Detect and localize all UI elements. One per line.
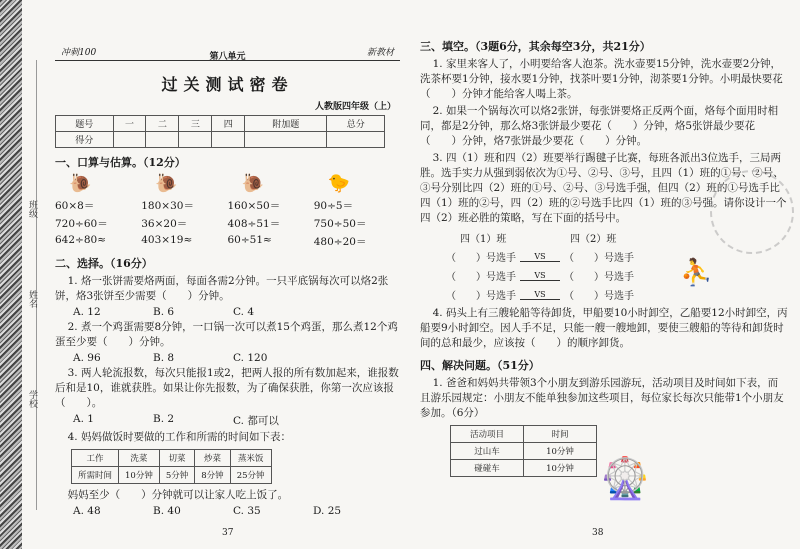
table-cell: 洗菜: [119, 450, 160, 467]
calc-item: 180×30＝: [141, 200, 194, 212]
score-table-score-row: [56, 132, 385, 148]
option[interactable]: A. 48: [73, 505, 101, 517]
score-cell: 题号: [56, 116, 114, 132]
page-number-left: 37: [222, 528, 234, 538]
option[interactable]: B. 2: [153, 413, 175, 425]
margin-labels: [22, 0, 52, 549]
table-cell: 碰碰车: [451, 460, 524, 477]
player-slot[interactable]: （ ）号选手: [446, 291, 516, 302]
calc-item: 60×8＝: [55, 200, 95, 212]
page-title: 过关测试密卷: [161, 75, 294, 94]
left-column: [55, 45, 400, 545]
option[interactable]: B. 40: [153, 505, 181, 517]
score-table-header-row: [56, 116, 385, 132]
table-row: [72, 450, 272, 467]
vs-row: [420, 249, 788, 264]
score-blank[interactable]: [327, 132, 385, 148]
table-cell: 过山车: [451, 443, 524, 460]
score-blank[interactable]: [245, 132, 327, 148]
player-slot[interactable]: （ ）号选手: [564, 253, 634, 264]
name-label: 姓名: [27, 290, 37, 308]
table-cell: 蒸米饭: [230, 450, 271, 467]
calc-item: 403×19≈: [141, 234, 193, 246]
score-cell: 附加题: [245, 116, 327, 132]
vs-row: [420, 287, 788, 302]
score-cell: 三: [179, 116, 212, 132]
snail-icon: 🐌: [241, 173, 264, 194]
section-1-title: 一、口算与估算。（12分）: [55, 156, 186, 169]
score-cell: 二: [146, 116, 179, 132]
section-4-title: 四、解决问题。（51分）: [420, 359, 540, 372]
table-cell: 炒菜: [195, 450, 230, 467]
class-1-label: 四（1）班: [460, 234, 507, 245]
class-label: 班级: [27, 200, 37, 218]
binding-strip: [0, 0, 22, 549]
table-row: [451, 443, 597, 460]
option[interactable]: C. 都可以: [233, 415, 279, 427]
calc-item: 642÷80≈: [55, 234, 106, 246]
series-label: 冲刺100: [61, 48, 97, 58]
table-cell: 活动项目: [451, 426, 524, 443]
table-cell: 切菜: [159, 450, 194, 467]
question-2-4: 4. 妈妈做饭时要做的工作和所需的时间如下表：: [67, 431, 291, 443]
calc-item: 720÷60＝: [55, 218, 108, 230]
table-row: [451, 426, 597, 443]
player-slot[interactable]: （ ）号选手: [564, 272, 634, 283]
vs-arrow-icon: VS: [520, 252, 560, 262]
question-3-2: 2. 如果一个锅每次可以烙2张饼，每张饼要烙正反两个面，烙每个面用时相同，都是2分钟，那么烙3张饼最少要花（ ）分钟，烙5张饼最少要花（ ）分钟，烙7张饼最少要花（ ）分钟。: [420, 105, 779, 147]
calc-row: [55, 234, 400, 249]
score-blank[interactable]: [212, 132, 245, 148]
option[interactable]: A. 96: [73, 352, 101, 364]
cooking-time-table: [71, 449, 272, 484]
calc-item: 160×50＝: [227, 200, 281, 212]
option[interactable]: C. 35: [233, 505, 261, 517]
question-4-1: 1. 爸爸和妈妈共带领3个小朋友到游乐园游玩，活动项目及时间如下表，而且游乐园规定：小朋友不能单独参加这些项目，每位家长每次只能带1个小朋友参加。（6分）: [420, 377, 784, 419]
class-2-label: 四（2）班: [570, 234, 617, 245]
score-cell: 得分: [56, 132, 114, 148]
player-slot[interactable]: （ ）号选手: [446, 272, 516, 283]
calc-row: [55, 216, 400, 231]
option[interactable]: A. 12: [73, 306, 101, 318]
question-2-1-options: [55, 306, 400, 318]
player-slot[interactable]: （ ）号选手: [446, 253, 516, 264]
question-3-1: 1. 家里来客人了，小明要给客人泡茶。洗水壶要15分钟，洗水壶要2分钟，洗茶杯要1分钟，接水要1分钟，找茶叶要1分钟，沏茶要1分钟。小明最快要花（ ）分钟才能给客人喝上茶。: [420, 58, 783, 100]
player-slot[interactable]: （ ）号选手: [564, 291, 634, 302]
calc-item: 36×20＝: [141, 218, 188, 230]
section-3-title: 三、填空。（3题6分，其余每空3分，共21分）: [420, 40, 651, 53]
question-2-2-options: [55, 352, 400, 364]
unit-label: 第八单元: [209, 52, 246, 62]
score-table: [55, 115, 385, 148]
calc-item: 60÷51≈: [227, 234, 272, 246]
vs-row: [420, 268, 788, 283]
score-blank[interactable]: [113, 132, 146, 148]
option[interactable]: C. 4: [233, 306, 255, 318]
question-2-2: 2. 煮一个鸡蛋需要8分钟，一口锅一次可以煮15个鸡蛋，那么煮12个鸡蛋至少要（ ）分钟。: [55, 321, 398, 348]
table-cell: 工作: [72, 450, 119, 467]
score-cell: 四: [212, 116, 245, 132]
vs-arrow-icon: VS: [520, 290, 560, 300]
question-2-3: 3. 两人轮流报数，每次只能报1或2，把两人报的所有数加起来，谁报数后和是10，谁就获胜。如果让你先报数，为了确保获胜，你第一次应该报（ ）。: [55, 367, 399, 409]
score-cell: 一: [113, 116, 146, 132]
page-number-right: 38: [592, 528, 604, 538]
score-cell: 总分: [327, 116, 385, 132]
edition-label: 人教版四年级（上）: [314, 102, 396, 112]
score-blank[interactable]: [146, 132, 179, 148]
section-2-title: 二、选择。（16分）: [55, 257, 153, 270]
section-1-icons: [55, 173, 400, 195]
calc-row: [55, 198, 400, 213]
table-cell: 时间: [524, 426, 597, 443]
table-cell: 5分钟: [159, 467, 194, 484]
stamp-watermark-icon: [710, 170, 794, 254]
option[interactable]: C. 120: [233, 352, 268, 364]
score-blank[interactable]: [179, 132, 212, 148]
calc-item: 408÷51＝: [227, 218, 281, 230]
calc-item: 480÷20＝: [313, 236, 367, 248]
question-2-3-options: [55, 413, 400, 428]
option[interactable]: A. 1: [73, 413, 94, 425]
question-2-4-ask: 妈妈至少（ ）分钟就可以让家人吃上饭了。: [67, 489, 289, 501]
amusement-park-illustration-icon: 🎡: [600, 456, 650, 502]
option[interactable]: B. 6: [153, 306, 175, 318]
table-cell: 8分钟: [195, 467, 230, 484]
option[interactable]: D. 25: [313, 505, 342, 517]
snail-icon: 🐌: [155, 173, 178, 194]
table-cell: 25分钟: [230, 467, 271, 484]
chick-icon: 🐤: [327, 173, 351, 194]
vs-arrow-icon: VS: [520, 271, 560, 281]
school-label: 学校: [27, 390, 37, 408]
question-3-4: 4. 码头上有三艘轮船等待卸货，甲船要10小时卸空，乙船要12小时卸空，丙船要9小时卸空。因人手不足，只能一艘一艘地卸，要使三艘船的等待和卸货时间的总和最少，应该按（ ）的顺序卸货。: [420, 307, 788, 349]
table-cell: 10分钟: [524, 443, 597, 460]
margin-line: [36, 60, 37, 510]
table-cell: 10分钟: [119, 467, 160, 484]
question-2-1: 1. 烙一张饼需要烙两面，每面各需2分钟。一只平底锅每次可以烙2张饼，烙3张饼至少需要（ ）分钟。: [55, 275, 389, 302]
option[interactable]: B. 8: [153, 352, 175, 364]
table-row: [451, 460, 597, 477]
calc-item: 90÷5＝: [313, 200, 354, 212]
kids-playing-illustration-icon: ⛹: [680, 258, 713, 288]
question-3-3: 3. 四（1）班和四（2）班要举行踢毽子比赛，每班各派出3位选手，三局两胜。选手实力从强到弱依次为①号、②号、③号，且四（1）班的①号、②号、③号分别比四（2）班的①号、②号、③号选手强，但四（2）班的①号选手比四（1）班的②号，四（2）班的②号选手比四（1）班的③号强。请你设计一个四（2）班必胜的策略，写在下面的括号中。: [420, 152, 787, 224]
table-cell: 10分钟: [524, 460, 597, 477]
table-row: [72, 467, 272, 484]
calc-item: 750÷50＝: [313, 218, 367, 230]
edition-tag: 新教材: [366, 48, 394, 58]
table-cell: 所需时间: [72, 467, 119, 484]
activity-table: [450, 425, 597, 477]
snail-icon: 🐌: [69, 173, 92, 194]
question-2-4-options: [55, 505, 400, 517]
